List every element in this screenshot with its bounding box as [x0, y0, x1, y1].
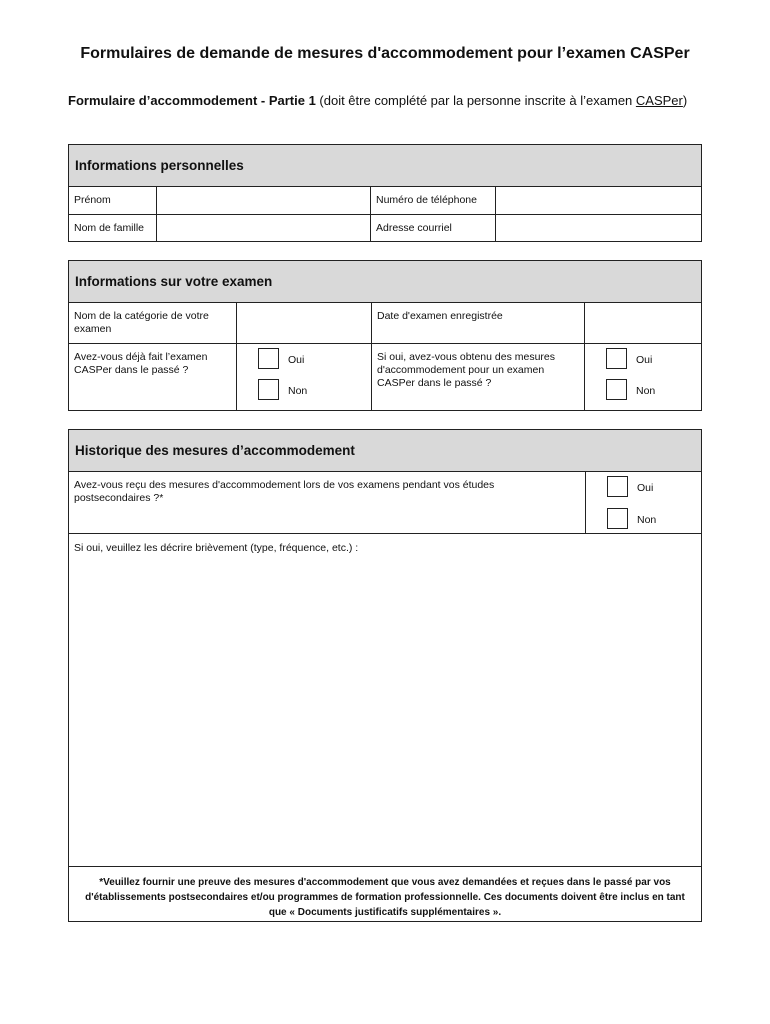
first-name-field[interactable]: [157, 187, 371, 214]
past-accom-yes-checkbox[interactable]: [606, 348, 627, 369]
first-name-label: Prénom: [69, 187, 157, 214]
exam-info-section: [68, 260, 702, 411]
personal-info-section: [68, 144, 702, 242]
past-exam-yes-checkbox[interactable]: [258, 348, 279, 369]
postsecondary-accom-options: [586, 472, 701, 533]
description-label: Si oui, veuillez les décrire brièvement (type, fréquence, etc.) :: [74, 542, 359, 554]
accommodation-history-heading: Historique des mesures d’accommodement: [69, 430, 701, 472]
past-exam-no-label: Non: [288, 385, 308, 397]
exam-date-label: Date d'examen enregistrée: [372, 303, 585, 343]
form-part-subtitle: [68, 93, 708, 109]
part-note-end: ): [682, 93, 688, 108]
exam-date-field[interactable]: [585, 303, 701, 343]
past-accom-no-checkbox[interactable]: [606, 379, 627, 400]
postsecondary-no-checkbox[interactable]: [607, 508, 628, 529]
phone-label: Numéro de téléphone: [371, 187, 496, 214]
postsecondary-accom-question: Avez-vous reçu des mesures d'accommodement lors de vos examens pendant vos études postsecondaires ?*: [69, 472, 586, 533]
postsecondary-no-label: Non: [637, 514, 657, 526]
proof-footnote: *Veuillez fournir une preuve des mesures d'accommodement que vous avez demandées et reçues dans le passé par vos d'établissements postsecondaires et/ou programmes de formation professionnelle. Ces documents doivent être inclus en tant que « Documents justificatifs supplémentaires ».: [85, 877, 685, 918]
past-accom-options: [585, 344, 701, 410]
email-label: Adresse courriel: [371, 215, 496, 242]
phone-field[interactable]: [496, 187, 701, 214]
part-note: (doit être complété par la personne inscrite à l’examen: [315, 93, 636, 108]
page-title: Formulaires de demande de mesures d'accommodement pour l’examen CASPer: [80, 45, 690, 62]
past-accom-no-label: Non: [636, 385, 656, 397]
casper-link[interactable]: CASPer: [635, 93, 683, 108]
exam-info-heading: Informations sur votre examen: [69, 261, 701, 303]
exam-category-label: Nom de la catégorie de votre examen: [69, 303, 237, 343]
postsecondary-yes-checkbox[interactable]: [607, 476, 628, 497]
past-exam-no-checkbox[interactable]: [258, 379, 279, 400]
past-exam-yes-label: Oui: [288, 354, 305, 366]
past-accom-question: Si oui, avez-vous obtenu des mesures d'accommodement pour un examen CASPer dans le passé ?: [372, 344, 585, 410]
last-name-label: Nom de famille: [69, 215, 157, 242]
part-title: Formulaire d’accommodement - Partie 1: [68, 93, 316, 108]
past-accom-yes-label: Oui: [636, 354, 653, 366]
past-exam-question: Avez-vous déjà fait l’examen CASPer dans le passé ?: [69, 344, 237, 410]
accommodation-history-section: [68, 429, 702, 922]
postsecondary-yes-label: Oui: [637, 482, 654, 494]
description-field[interactable]: [69, 534, 701, 866]
past-exam-options: [237, 344, 372, 410]
email-field[interactable]: [496, 215, 701, 242]
exam-category-field[interactable]: [237, 303, 372, 343]
last-name-field[interactable]: [157, 215, 371, 242]
personal-info-heading: Informations personnelles: [69, 145, 701, 187]
